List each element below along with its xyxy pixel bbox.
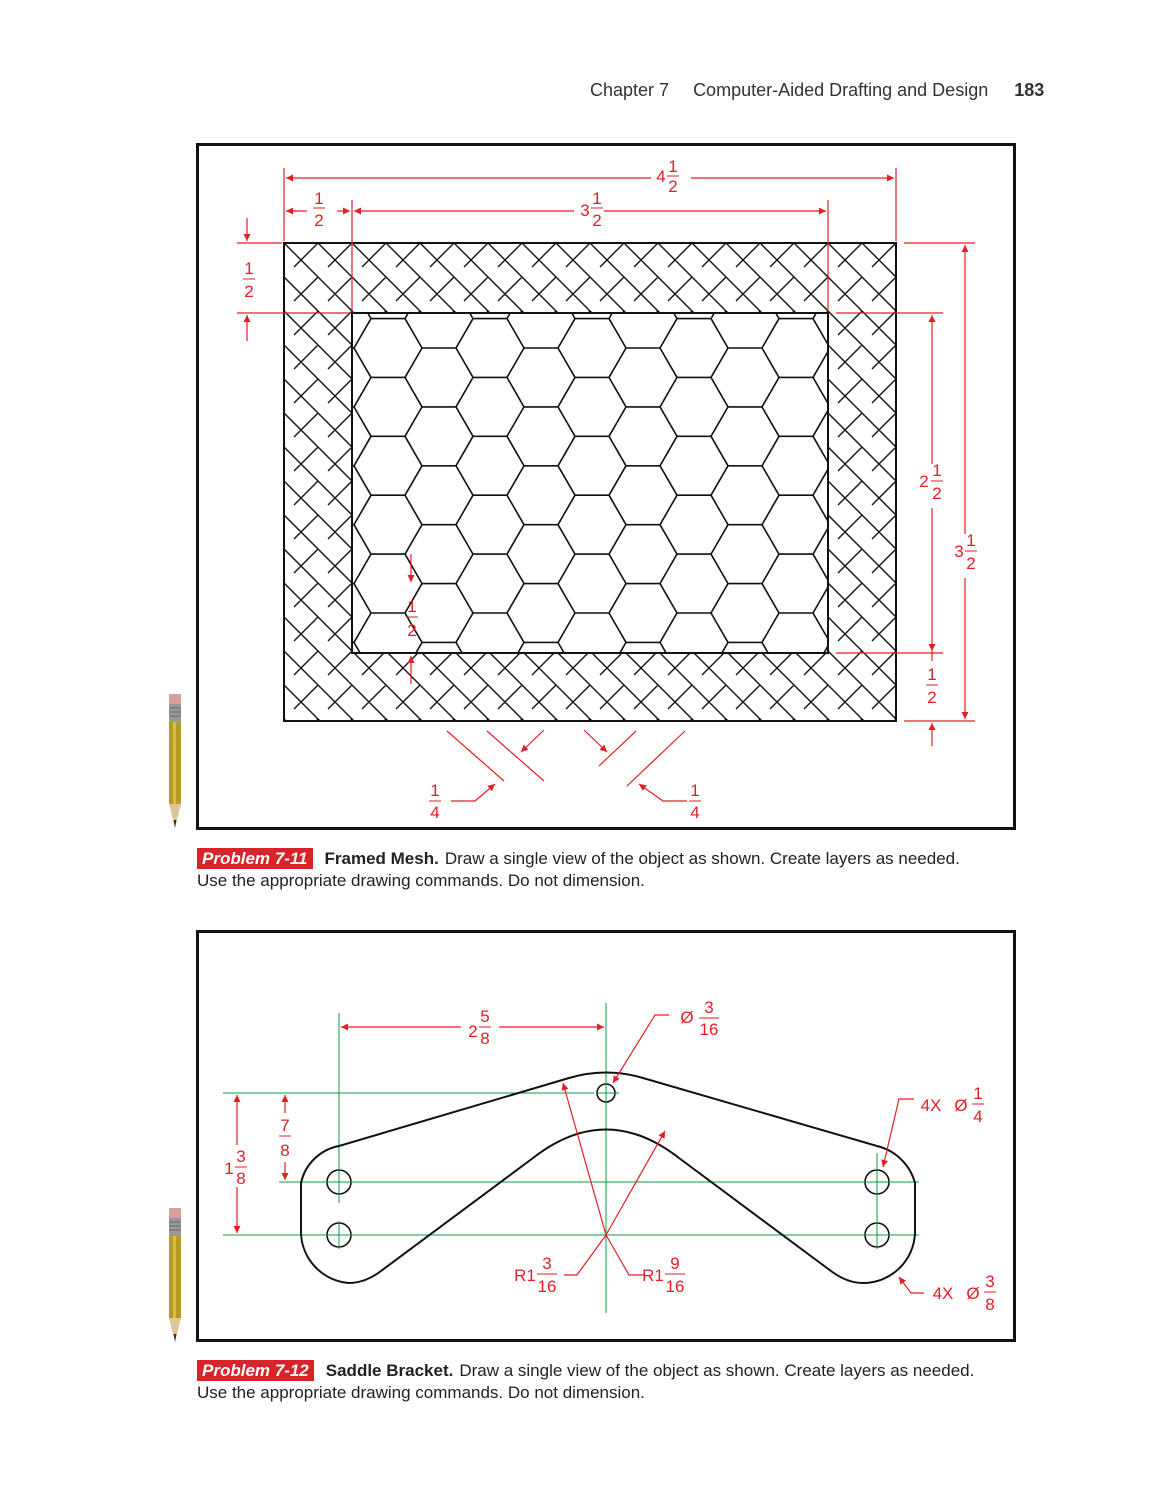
svg-text:Ø: Ø <box>954 1096 968 1115</box>
svg-text:4X: 4X <box>932 1284 954 1303</box>
svg-text:2: 2 <box>932 484 942 503</box>
centerlines <box>223 1003 919 1313</box>
dim-inner-width <box>580 189 603 230</box>
outer-frame <box>284 243 896 721</box>
svg-text:2: 2 <box>966 554 976 573</box>
svg-text:R1: R1 <box>642 1266 664 1285</box>
pencil-icon <box>166 694 184 830</box>
framed-mesh-figure <box>196 143 1016 830</box>
dim-inner-height <box>919 461 943 503</box>
svg-text:3: 3 <box>985 1272 995 1291</box>
dim-corner-holes <box>933 1272 996 1314</box>
svg-text:8: 8 <box>480 1029 490 1048</box>
svg-text:8: 8 <box>280 1141 290 1160</box>
chapter-number: Chapter 7 <box>590 80 670 100</box>
svg-text:1: 1 <box>927 665 937 684</box>
svg-text:16: 16 <box>665 1277 685 1296</box>
caption-problem-7-12 <box>197 1360 1077 1404</box>
page-header <box>590 80 1044 101</box>
svg-text:Ø: Ø <box>966 1284 980 1303</box>
problem-instructions-line2: Use the appropriate drawing commands. Do not dimension. <box>197 871 645 890</box>
svg-text:1: 1 <box>430 781 440 800</box>
svg-text:1: 1 <box>592 189 602 208</box>
svg-text:2: 2 <box>668 177 678 196</box>
svg-text:1: 1 <box>966 531 976 550</box>
svg-text:R1: R1 <box>514 1266 536 1285</box>
dim-vertical-outer <box>224 1147 247 1188</box>
svg-text:9: 9 <box>670 1254 680 1273</box>
svg-text:1: 1 <box>973 1084 983 1103</box>
svg-text:Ø: Ø <box>680 1008 694 1027</box>
dim-vertical-inner <box>279 1116 291 1160</box>
svg-text:4: 4 <box>656 167 666 186</box>
svg-text:1: 1 <box>224 1159 234 1178</box>
svg-text:7: 7 <box>280 1116 290 1135</box>
dim-hole-spacing <box>468 1007 491 1048</box>
dim-outer-radius <box>642 1254 685 1296</box>
problem-title: Saddle Bracket. <box>325 1361 454 1380</box>
svg-text:4X: 4X <box>920 1096 942 1115</box>
svg-text:16: 16 <box>699 1020 719 1039</box>
problem-title: Framed Mesh. <box>324 849 439 868</box>
dim-weave-right <box>689 781 701 822</box>
dim-top-border <box>243 259 255 301</box>
problem-badge: Problem 7-11 <box>197 848 313 869</box>
svg-text:4: 4 <box>973 1107 983 1126</box>
holes <box>327 1084 889 1247</box>
dim-overall-width <box>656 157 679 196</box>
svg-text:1: 1 <box>244 259 254 278</box>
bracket-outline <box>301 1073 915 1284</box>
chapter-title: Computer-Aided Drafting and Design <box>693 80 989 100</box>
problem-instructions-line2: Use the appropriate drawing commands. Do not dimension. <box>197 1383 645 1402</box>
inner-frame <box>352 313 828 653</box>
svg-text:2: 2 <box>244 282 254 301</box>
svg-text:2: 2 <box>919 472 929 491</box>
svg-text:2: 2 <box>927 688 937 707</box>
svg-text:1: 1 <box>932 461 942 480</box>
dim-inner-radius <box>514 1254 557 1296</box>
svg-text:2: 2 <box>314 211 324 230</box>
dim-weave-left <box>429 781 441 822</box>
svg-text:3: 3 <box>954 542 964 561</box>
dim-center-hole <box>680 998 719 1039</box>
problem-badge: Problem 7-12 <box>197 1360 314 1381</box>
svg-text:3: 3 <box>704 998 714 1017</box>
saddle-bracket-figure <box>196 930 1016 1342</box>
caption-problem-7-11 <box>197 848 1077 892</box>
svg-text:4: 4 <box>690 803 700 822</box>
svg-text:1: 1 <box>668 157 678 176</box>
svg-text:3: 3 <box>580 201 590 220</box>
problem-instructions: Draw a single view of the object as shown. Create layers as needed. <box>444 849 960 868</box>
dim-bottom-border <box>926 665 938 707</box>
dim-small-holes <box>921 1084 984 1126</box>
dim-left-border <box>313 189 325 230</box>
svg-text:3: 3 <box>542 1254 552 1273</box>
svg-text:16: 16 <box>537 1277 557 1296</box>
svg-text:2: 2 <box>407 621 417 640</box>
svg-text:3: 3 <box>236 1147 246 1166</box>
dim-overall-height <box>954 531 977 573</box>
svg-text:2: 2 <box>592 211 602 230</box>
pencil-icon <box>166 1208 184 1344</box>
svg-text:8: 8 <box>985 1295 995 1314</box>
svg-text:1: 1 <box>690 781 700 800</box>
svg-text:5: 5 <box>480 1007 490 1026</box>
svg-text:4: 4 <box>430 803 440 822</box>
page-number: 183 <box>1014 80 1045 100</box>
svg-text:1: 1 <box>407 597 417 616</box>
svg-text:8: 8 <box>236 1169 246 1188</box>
svg-text:1: 1 <box>314 189 324 208</box>
problem-instructions: Draw a single view of the object as shown. Create layers as needed. <box>459 1361 975 1380</box>
svg-text:2: 2 <box>468 1022 478 1041</box>
